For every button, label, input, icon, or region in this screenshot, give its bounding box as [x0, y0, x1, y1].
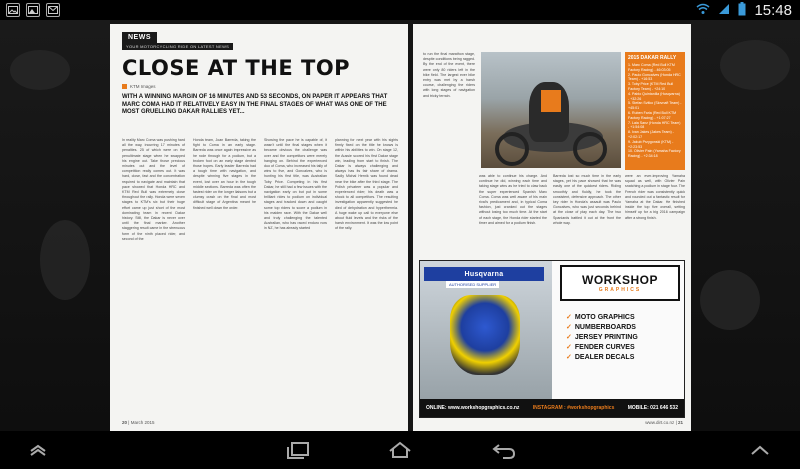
ad-website: ONLINE: www.workshopgraphics.co.nz: [426, 405, 520, 411]
workshop-graphics-ad[interactable]: [419, 260, 685, 418]
notification-icons: [0, 3, 60, 17]
article-standfirst: WITH A WINNING MARGIN OF 16 MINUTES AND 53 SECONDS, ON PAPER IT APPEARS THAT MARC COMA HAD IT RELATIVELY EASY IN THE FINAL STAGES OF WHAT WAS ONE OF THE MOST GRUELLING DAKAR RALLIES YET...: [122, 94, 388, 115]
sidebar-item: 7. Laia Sanz (Honda HRC Team) - +1:54:08: [628, 120, 681, 130]
right-page[interactable]: [413, 24, 691, 431]
gmail-icon[interactable]: [46, 3, 60, 17]
article-column-right-4: were an ever-improving Yamaha squad as well, with Olivier Pain snatching a podium in stage four. The French rider was consistently quick and rounded out a fantastic result for Yamaha at the Dakar. He finished inside the top five overall, setting himself up for a big 2016 campaign after a strong finish.: [625, 174, 685, 220]
check-icon: ✓: [566, 344, 572, 351]
right-background-texture: [690, 20, 800, 431]
credit-marker-icon: [122, 84, 127, 89]
check-icon: ✓: [566, 354, 572, 361]
back-button[interactable]: [18, 437, 58, 463]
workshop-graphics-logo: WORKSHOP GRAPHICS: [560, 265, 680, 301]
gallery-icon[interactable]: [26, 3, 40, 17]
wifi-icon: [696, 2, 710, 18]
photo-credit: KTM Images: [122, 84, 156, 89]
service-item: ✓ FENDER CURVES: [566, 343, 635, 351]
section-subtitle: YOUR MOTORCYCLING RIDE ON LATEST NEWS: [122, 43, 233, 50]
left-page[interactable]: [110, 24, 408, 431]
article-headline: CLOSE AT THE TOP: [122, 56, 351, 80]
article-column-right-2: was able to continue his charge. And continue he did, winning each time and taking stage wins as he tried to claw back the super experienced Spanish Marc Coma. Coma was well aware of his main rival's predicament and, in typical Coma fashion, just cranked out the stages without losing too much time. At the start of each stage, the Honda rider started the timer and aimed for a podium finish.: [479, 174, 547, 225]
sidebar-item: 2. Paulo Goncalves (Honda HRC Team) - +16:53: [628, 72, 681, 82]
ad-rider-image: [450, 295, 520, 375]
picture-icon[interactable]: [6, 3, 20, 17]
back-arrow-button[interactable]: [484, 437, 524, 463]
magazine-viewer[interactable]: [0, 20, 800, 431]
sidebar-item: 10. Olivier Pain (Yamaha Factory Racing) - +2:34:18: [628, 149, 681, 159]
right-page-footer: www.dirt.co.nz | 21: [645, 420, 683, 425]
sidebar-item: 9. Jakub Przygonski (KTM) - +2:23:53: [628, 139, 674, 149]
article-column-1: In reality Marc Coma was pushing hard all the way, incurring 17 minutes of penalties. 25 of which were on the penultimate stage when he swapped his engine out. Take those precious minutes out and the level of competition really comes out. It was hard, close, fast and the concentration required to navigate and maintain that pace showed that Honda HRC and KTM Red Bull was extremely close throughout the rally. Honda were seven stages to KTM's six but their huge effort came up just short of the most dominating team in recent Dakar history. Still, the Dakar is never over until the final marker. Another staggering result came in the strenuous form of the ninth placed rider, and second of the: [122, 138, 185, 241]
service-item: ✓ MOTO GRAPHICS: [566, 313, 635, 321]
ad-husqvarna-panel: [420, 261, 552, 399]
services-list: [566, 313, 638, 361]
authorised-supplier-label: AUTHORISED SUPPLIER: [446, 281, 499, 288]
home-button[interactable]: [380, 437, 420, 463]
left-page-footer: 20 | March 2015: [122, 420, 155, 425]
sidebar-item: 6. Ruben Faria (Red Bull KTM Factory Racing) - +1:07:27: [628, 110, 677, 120]
ad-instagram: INSTAGRAM : #workshopgraphics: [532, 405, 615, 411]
service-item: ✓ JERSEY PRINTING: [566, 333, 638, 341]
husqvarna-logo: Husqvarna: [424, 267, 544, 281]
section-tag: NEWS: [122, 32, 157, 43]
page-number: 21: [677, 420, 683, 425]
sidebar-item: 5. Stefan Svitko (Slovnaft Team) - +45:01: [628, 101, 682, 111]
service-item: ✓ DEALER DECALS: [566, 353, 635, 361]
sidebar-item: 4. Pablo Quintanilla (Husqvarna) - +32:26: [628, 91, 680, 101]
service-item: ✓ NUMBERBOARDS: [566, 323, 636, 331]
sidebar-title: 2015 DAKAR RALLY: [628, 55, 677, 61]
navigation-bar: [0, 431, 800, 469]
footer-url: www.dirt.co.nz: [645, 420, 675, 425]
article-column-4: planning for next year with his sights firmly fixed on the title he knows is within his abilities to win. On stage 12, the Aussie scored his first Dakar stage win, leading from start to finish. The Dakar is always challenging and always has its fair share of drama. Sadly Michal Hernik was found dead near the bike after the third stage. The Polish privateer was a popular and experienced rider; his death was a shock to all competitors. The resulting investigation apparently suggested he died of dehydration and hyperthermia. A huge wake up call to everyone else about fluid levels and the risks of the harsh environment. It was the low point of the rally.: [335, 138, 398, 231]
rally-photo: [481, 52, 621, 168]
results-sidebar: [625, 52, 685, 170]
sidebar-item: 1. Marc Coma (Red Bull KTM Factory Racing) - 46:03:05: [628, 63, 675, 72]
left-background-texture: [0, 20, 110, 431]
battery-icon: [738, 2, 746, 19]
ad-services-panel: [552, 261, 684, 399]
check-icon: ✓: [566, 334, 572, 341]
sidebar-item: 3. Toby Price (KTM Red Bull Factory Team) - +24:10: [628, 82, 674, 91]
menu-button[interactable]: [740, 437, 780, 463]
page-number: 20: [122, 420, 128, 425]
system-indicators: [696, 0, 792, 20]
ad-contact-bar: [420, 399, 684, 417]
check-icon: ✓: [566, 314, 572, 321]
article-columns: [122, 138, 398, 242]
article-column-2: Honda team, Joan Barreda, taking the fight to Coma in an early stage. Barreda was once again impressive as he rode through for a podium, but a broken foot on an early stage dented those hopes. Early leader Barreda had a tough time with navigation, and despite winning five stages in the event, lost over an hour in the tough middle sections. Barreda was often the fastest rider on the longer liaisons but a clumsy crash on the final and most difficult stage of Argentina meant he finished well down the order.: [193, 138, 256, 210]
clock: 15:48: [754, 1, 792, 19]
article-column-right-1: to run the final marathon stage, despite conditions being ragged. By the end of the event, there were only 80 riders left in the bike field. The largest ever bike entry was met by a harsh course, challenging the riders with long stages of navigation and tricky terrain.: [423, 52, 475, 98]
article-column-3: Showing the pace he is capable of, it wasn't until the final stages when it became obvious the challenge was over and the competitors were merely hanging on. Behind the experienced duo of Coma, who increased his tally of wins to five, and Goncalves, who is hunting his first title, was Australian Toby Price. Competing in his first Dakar, he still had a few issues with the navigation early on but put in some brilliant rides to podium on individual stages and tracked down and caught some top riders to score a podium in his maiden race. With the Dakar well and truly challenging the talented Australian, who has raced enduro now in NZ, he has already started: [264, 138, 327, 231]
signal-icon: [718, 2, 730, 18]
recent-apps-button[interactable]: [278, 437, 318, 463]
check-icon: ✓: [566, 324, 572, 331]
article-column-right-3: Barreda lost so much time in the early stages, yet his pace showed that he was easily one of the quickest riders. Riding smoothly and fluidly, he took the consistent, defensive approach. The other key rider in Honda's assault was Paulo Goncalves, who was just seconds behind at the close of play each day. The two Spaniards battled it out at the front the whole way.: [553, 174, 621, 225]
page-date: March 2015: [130, 420, 155, 425]
status-bar: [0, 0, 800, 20]
sidebar-item: 8. Ivan Jakes (Jakes Team) - +2:02:17: [628, 130, 674, 139]
ad-phone: MOBILE: 021 646 532: [627, 405, 678, 411]
